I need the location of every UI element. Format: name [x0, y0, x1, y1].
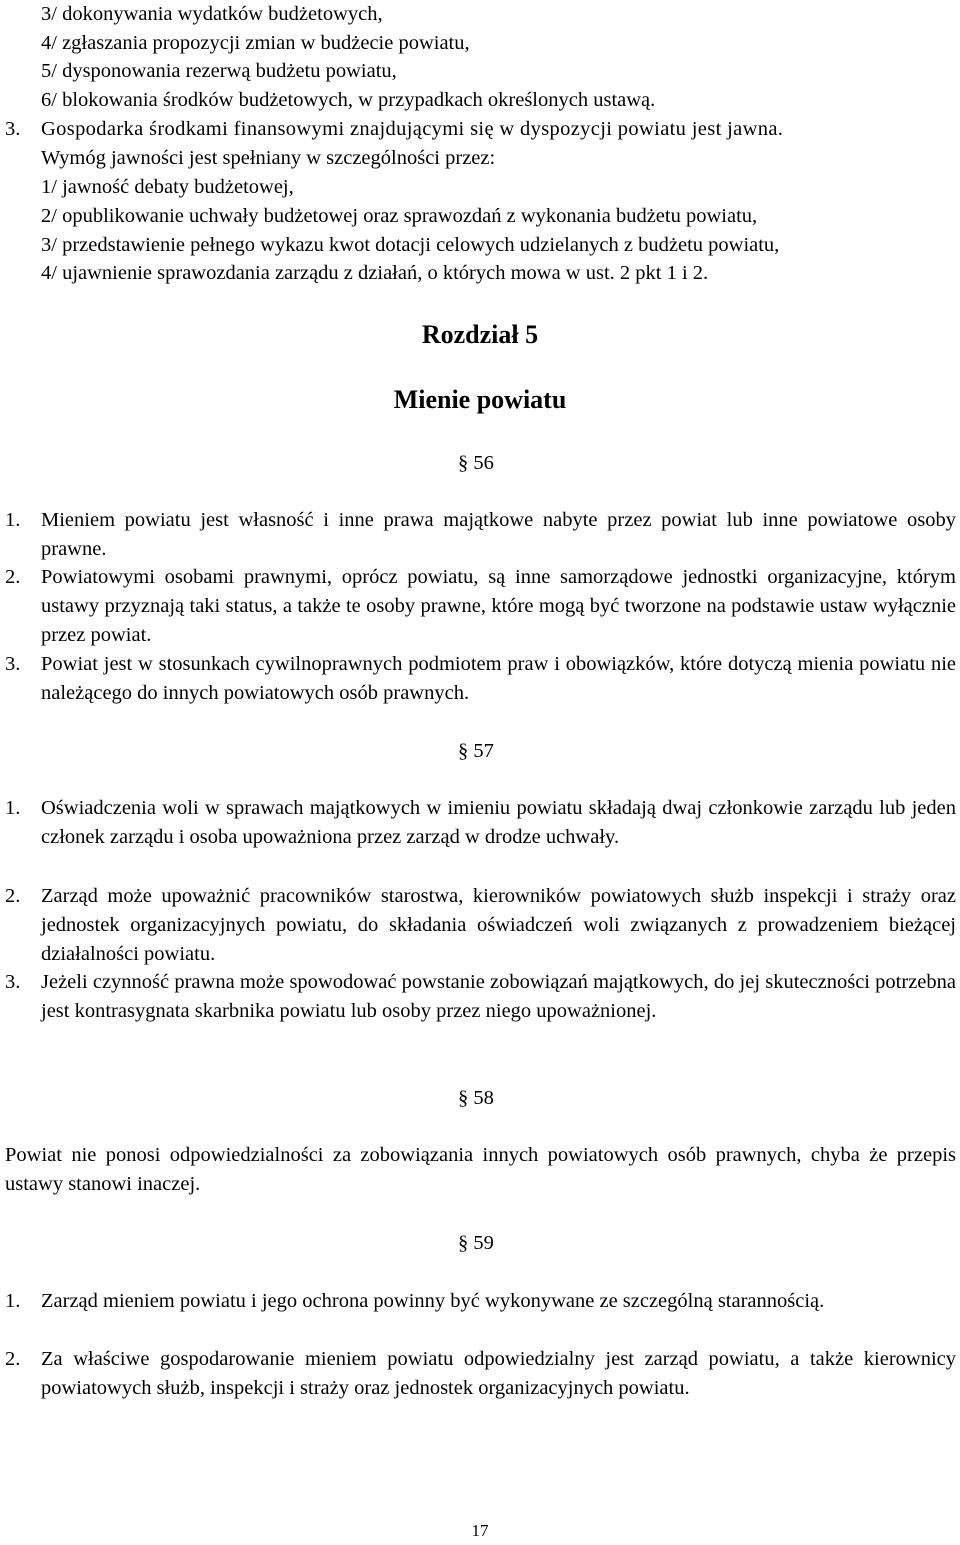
paragraph-text: Mieniem powiatu jest własność i inne prawa majątkowe nabyte przez powiat lub inne powiatowe osoby prawne.	[41, 509, 956, 560]
paragraph-text: Jeżeli czynność prawna może spowodować powstanie zobowiązań majątkowych, do jej skuteczności potrzebna jest kontrasygnata skarbnika powiatu lub osoby przez niego upoważnionej.	[41, 971, 956, 1022]
list-item: 1/ jawność debaty budżetowej,	[41, 176, 294, 198]
paragraph-text: Oświadczenia woli w sprawach majątkowych w imieniu powiatu składają dwaj członkowie zarządu lub jeden członek zarządu i osoba upoważniona przez zarząd w drodze uchwały.	[41, 797, 956, 848]
paragraph-number: 3.	[5, 118, 21, 140]
chapter-title: Mienie powiatu	[393, 385, 567, 414]
paragraph-number: 1.	[5, 509, 21, 531]
paragraph-number: 3.	[5, 653, 21, 675]
list-item: 4/ ujawnienie sprawozdania zarządu z działań, o których mowa w ust. 2 pkt 1 i 2.	[41, 262, 709, 284]
chapter-number: Rozdział 5	[421, 320, 539, 349]
section-label: § 59	[458, 1232, 494, 1254]
list-item: 4/ zgłaszania propozycji zmian w budżecie powiatu,	[41, 32, 470, 54]
paragraph-text: Zarząd może upoważnić pracowników starostwa, kierowników powiatowych służb inspekcji i straży oraz jednostek organizacyjnych powiatu, do składania oświadczeń woli związanych z prowadzeniem bieżącej działalności powiatu.	[41, 885, 956, 965]
page-number: 17	[471, 1521, 489, 1540]
section-label: § 58	[458, 1087, 494, 1109]
list-item: 3/ dokonywania wydatków budżetowych,	[41, 3, 383, 25]
paragraph-text: Za właściwe gospodarowanie mieniem powiatu odpowiedzialny jest zarząd powiatu, a także kierownicy powiatowych służb, inspekcji i straży oraz jednostek organizacyjnych powiatu.	[41, 1348, 956, 1399]
paragraph-text: Powiat jest w stosunkach cywilnoprawnych podmiotem praw i obowiązków, które dotyczą mienia powiatu nie należącego do innych powiatowych osób prawnych.	[41, 653, 956, 704]
paragraph-text: Wymóg jawności jest spełniany w szczególności przez:	[41, 147, 496, 169]
paragraph-number: 2.	[5, 566, 21, 588]
list-item: 6/ blokowania środków budżetowych, w przypadkach określonych ustawą.	[41, 89, 656, 111]
list-item: 2/ opublikowanie uchwały budżetowej oraz sprawozdań z wykonania budżetu powiatu,	[41, 205, 758, 227]
section-label: § 57	[458, 740, 494, 762]
list-item: 3/ przedstawienie pełnego wykazu kwot dotacji celowych udzielanych z budżetu powiatu,	[41, 234, 780, 256]
paragraph-number: 2.	[5, 885, 21, 907]
paragraph-text: Zarząd mieniem powiatu i jego ochrona powinny być wykonywane ze szczególną starannością.	[41, 1290, 825, 1312]
section-label: § 56	[458, 452, 494, 474]
list-item: 5/ dysponowania rezerwą budżetu powiatu,	[41, 60, 397, 82]
paragraph-number: 2.	[5, 1348, 21, 1370]
paragraph-number: 1.	[5, 1290, 21, 1312]
paragraph-text: Powiatowymi osobami prawnymi, oprócz powiatu, są inne samorządowe jednostki organizacyjne, którym ustawy przyznają taki status, a także te osoby prawne, które mogą być tworzone na podstawie ustaw wyłącznie przez powiat.	[41, 566, 956, 646]
paragraph-text: Gospodarka środkami finansowymi znajdującymi się w dyspozycji powiatu jest jawna.	[41, 118, 784, 140]
paragraph-text: Powiat nie ponosi odpowiedzialności za zobowiązania innych powiatowych osób prawnych, chyba że przepis ustawy stanowi inaczej.	[5, 1144, 956, 1195]
paragraph-number: 3.	[5, 971, 21, 993]
paragraph-number: 1.	[5, 797, 21, 819]
